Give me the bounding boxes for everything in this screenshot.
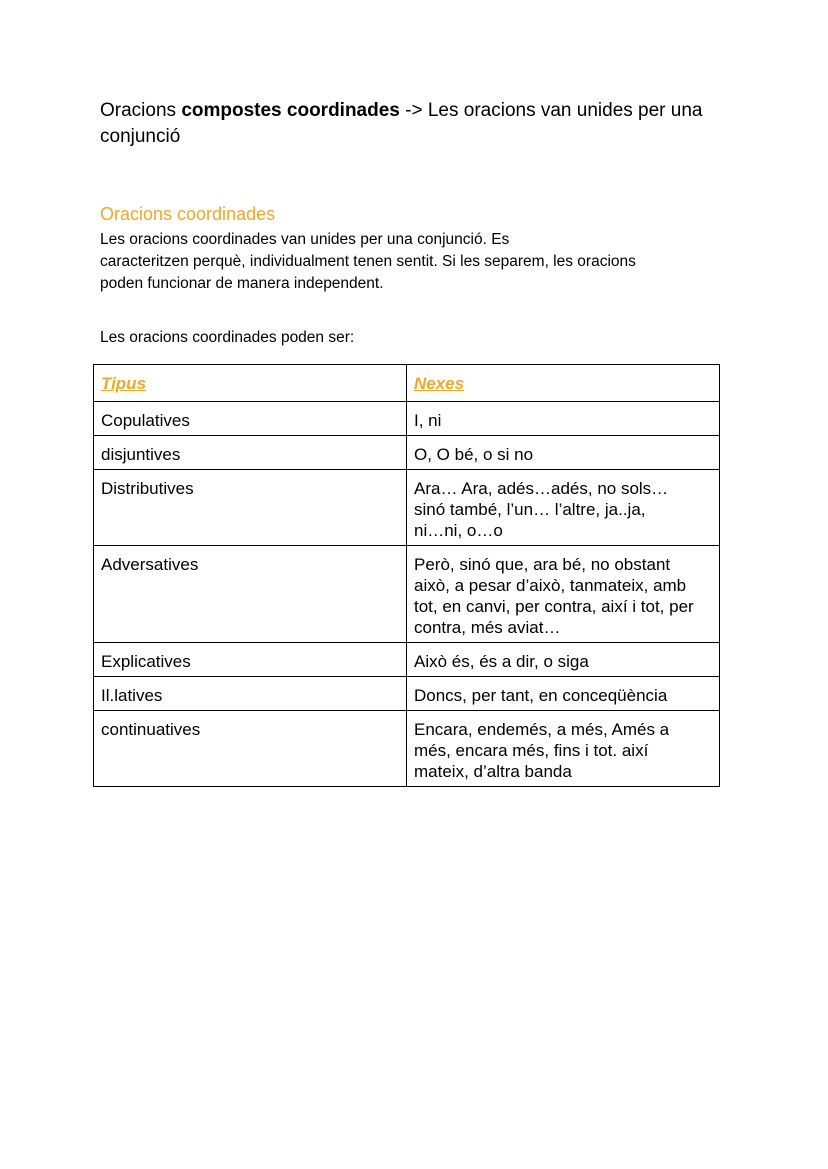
cell-nexes (407, 402, 720, 436)
cell-tipus: Copulatives (94, 402, 407, 436)
header-nexes: Nexes (407, 365, 720, 402)
cell-tipus: continuatives (94, 711, 407, 787)
paragraph-line: caracteritzen perquè, individualment tenen sentit. Si les separem, les oracions (100, 253, 636, 270)
table-row (94, 711, 720, 787)
heading-prefix: Oracions (100, 100, 182, 121)
cell-nexes (407, 470, 720, 546)
section-title: Oracions coordinades (100, 204, 276, 224)
header-tipus: Tipus (94, 365, 407, 402)
table-row (94, 436, 720, 470)
table-row (94, 677, 720, 711)
heading-bold: compostes coordinades (181, 100, 400, 121)
cell-nexes (407, 436, 720, 470)
table-row (94, 643, 720, 677)
nexes-line: això, a pesar d’això, tanmateix, amb (414, 576, 687, 595)
nexes-line: O, O bé, o si no (414, 445, 534, 464)
nexes-line: Però, sinó que, ara bé, no obstant (414, 555, 671, 574)
nexes-line: tot, en canvi, per contra, així i tot, per (414, 597, 694, 616)
heading-line2: conjunció (100, 126, 181, 147)
nexes-line: mateix, d’altra banda (414, 762, 572, 781)
nexes-line: contra, més aviat… (414, 618, 561, 637)
cell-tipus: disjuntives (94, 436, 407, 470)
table-intro: Les oracions coordinades poden ser: (100, 329, 355, 346)
cell-nexes (407, 643, 720, 677)
paragraph-line: Les oracions coordinades van unides per una conjunció. Es (100, 231, 510, 248)
coordinate-types-table (93, 364, 720, 787)
cell-nexes (407, 677, 720, 711)
document-heading (100, 98, 740, 150)
table-header-row (94, 365, 720, 402)
nexes-line: Això és, és a dir, o siga (414, 652, 589, 671)
table-row (94, 470, 720, 546)
heading-line1-rest: -> Les oracions van unides per una (399, 100, 703, 121)
nexes-line: Encara, endemés, a més, Amés a (414, 720, 670, 739)
paragraph-line: poden funcionar de manera independent. (100, 275, 384, 292)
cell-tipus: Distributives (94, 470, 407, 546)
cell-nexes (407, 546, 720, 643)
cell-tipus: Explicatives (94, 643, 407, 677)
cell-nexes (407, 711, 720, 787)
cell-tipus: Il.latives (94, 677, 407, 711)
nexes-line: ni…ni, o…o (414, 521, 503, 540)
cell-tipus: Adversatives (94, 546, 407, 643)
nexes-line: Doncs, per tant, en conceqüència (414, 686, 668, 705)
table-row (94, 546, 720, 643)
nexes-line: més, encara més, fins i tot. així (414, 741, 649, 760)
table-row (94, 402, 720, 436)
nexes-line: sinó també, l’un… l’altre, ja..ja, (414, 500, 646, 519)
nexes-line: I, ni (414, 411, 442, 430)
nexes-line: Ara… Ara, adés…adés, no sols… (414, 479, 669, 498)
section-paragraph (100, 229, 740, 295)
